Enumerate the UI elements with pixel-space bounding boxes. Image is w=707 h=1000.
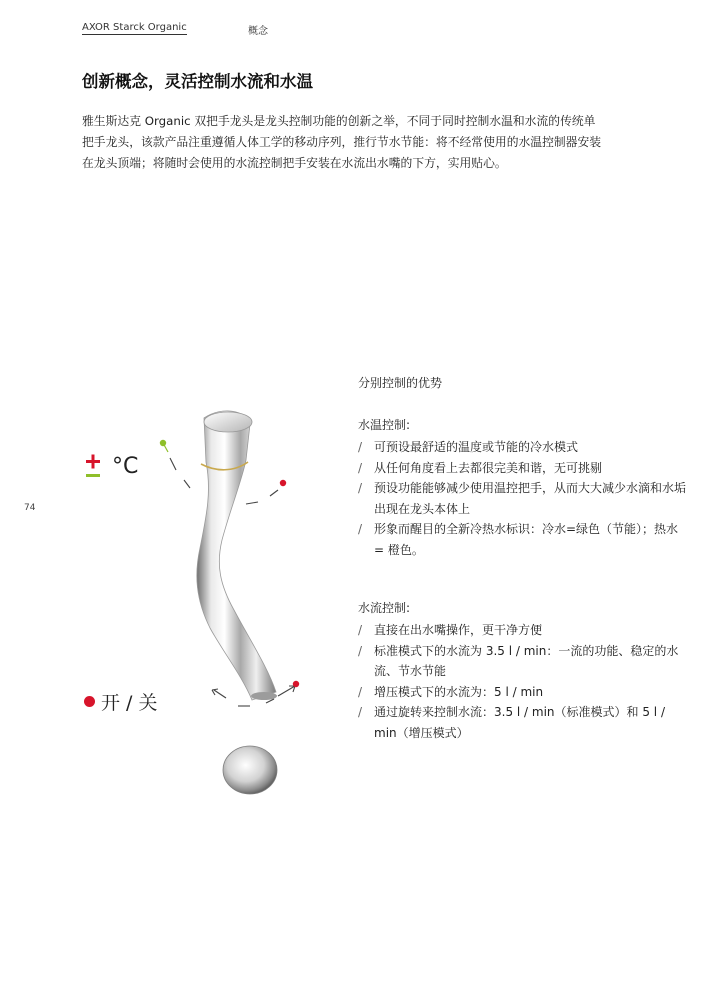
features-panel — [358, 374, 688, 743]
list-item: / 形象而醒目的全新冷热水标识：冷水=绿色（节能）；热水 = 橙色。 — [358, 519, 688, 560]
intro-paragraph: 雅生斯达克 Organic 双把手龙头是龙头控制功能的创新之举，不同于同时控制水温和水流的传统单把手龙头，该款产品注重遵循人体工学的移动序列，推行节水节能：将不经常使用的水温控制器安装在龙头顶端；将随时会使用的水流控制把手安装在水流出水嘴的下方，实用贴心。 — [82, 114, 602, 170]
spout-outlet — [251, 692, 277, 700]
temperature-feature-list — [358, 437, 688, 560]
temperature-handle-cap — [204, 412, 252, 432]
plus-minus-icon — [84, 452, 104, 480]
list-item: / 直接在出水嘴操作，更干净方便 — [358, 620, 688, 641]
bullet-mark: / — [358, 643, 363, 658]
bullet-mark: / — [358, 705, 363, 719]
bullet-mark: / — [358, 460, 363, 475]
page-title: 创新概念，灵活控制水流和水温 — [82, 72, 313, 91]
flow-control-title: 水流控制: — [358, 601, 411, 615]
section-title: 概念 — [248, 26, 268, 37]
on-off-label: 开 / 关 — [101, 692, 158, 714]
page-number: 74 — [24, 503, 36, 513]
list-item: / 通过旋转来控制水流：3.5 l / min（标准模式）和 5 l / min（增压模式） — [358, 702, 688, 743]
flow-indicator-dot — [293, 681, 299, 687]
bullet-mark: / — [358, 684, 363, 699]
features-heading: 分别控制的优势 — [358, 376, 443, 390]
faucet-body — [197, 411, 276, 700]
faucet-illustration — [150, 400, 310, 800]
list-item: / 标准模式下的水流为 3.5 l / min：一流的功能、稳定的水流、节水节能 — [358, 641, 688, 682]
hot-indicator-dot — [280, 480, 286, 486]
bullet-mark: / — [358, 522, 363, 536]
bullet-mark: / — [358, 481, 363, 495]
bullet-mark: / — [358, 623, 363, 637]
list-item: / 预设功能能够减少使用温控把手，从而大大减少水滴和水垢出现在龙头本体上 — [358, 478, 688, 519]
brand-name: AXOR Starck Organic — [82, 22, 187, 33]
temperature-control-title: 水温控制: — [358, 418, 411, 432]
list-item: / 增压模式下的水流为：5 l / min — [358, 682, 688, 703]
bullet-mark: / — [358, 440, 363, 454]
celsius-label: °C — [112, 454, 139, 479]
list-item: / 可预设最舒适的温度或节能的冷水模式 — [358, 437, 688, 458]
list-item: / 从任何角度看上去都很完美和谐，无可挑剔 — [358, 458, 688, 479]
flow-control-knob — [223, 746, 277, 794]
flow-feature-list — [358, 620, 688, 743]
